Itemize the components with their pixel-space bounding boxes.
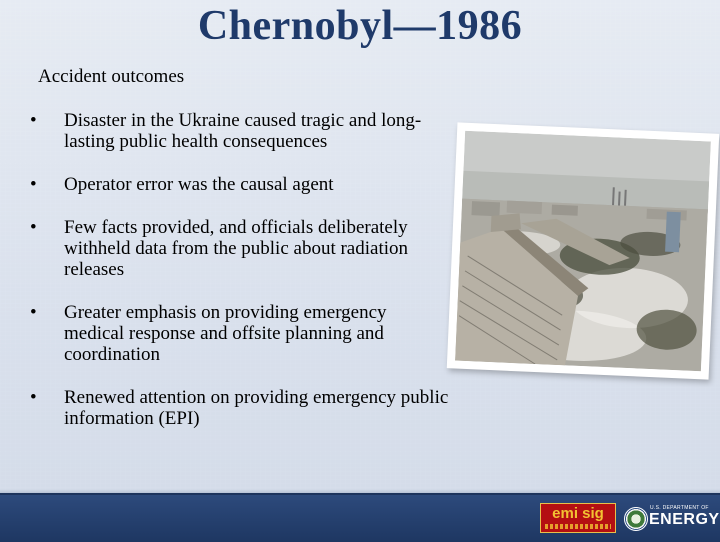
bullet-marker: •	[30, 302, 37, 323]
bullet-item	[30, 387, 450, 429]
bullet-item	[30, 302, 450, 365]
bullet-item	[30, 174, 450, 195]
bullet-marker: •	[30, 217, 37, 238]
emi-sig-logo	[540, 503, 616, 533]
bullet-marker: •	[30, 110, 37, 131]
bullet-text: Operator error was the causal agent	[64, 174, 334, 195]
aerial-city-photo	[455, 131, 711, 372]
doe-energy-text: ENERGY	[649, 511, 720, 528]
bullet-text: Disaster in the Ukraine caused tragic and long-lasting public health consequences	[64, 110, 422, 152]
bullet-marker: •	[30, 387, 37, 408]
doe-department-text: U.S. DEPARTMENT OF	[650, 505, 709, 511]
bullet-text: Few facts provided, and officials deliberately withheld data from the public about radiation releases	[64, 217, 409, 280]
bullet-text: Renewed attention on providing emergency public information (EPI)	[64, 387, 449, 429]
doe-seal-icon	[624, 507, 648, 531]
bullet-text: Greater emphasis on providing emergency medical response and offsite planning and coordination	[64, 302, 387, 365]
bullet-item	[30, 217, 450, 280]
slide-subtitle: Accident outcomes	[38, 66, 185, 87]
emi-logo-subtext	[545, 524, 611, 529]
slide-title: Chernobyl—1986	[197, 3, 523, 49]
photo-frame	[447, 122, 719, 379]
bullet-item	[30, 110, 450, 152]
emi-logo-text: emi sig	[552, 505, 604, 522]
bullet-list	[30, 110, 450, 429]
bullet-marker: •	[30, 174, 37, 195]
